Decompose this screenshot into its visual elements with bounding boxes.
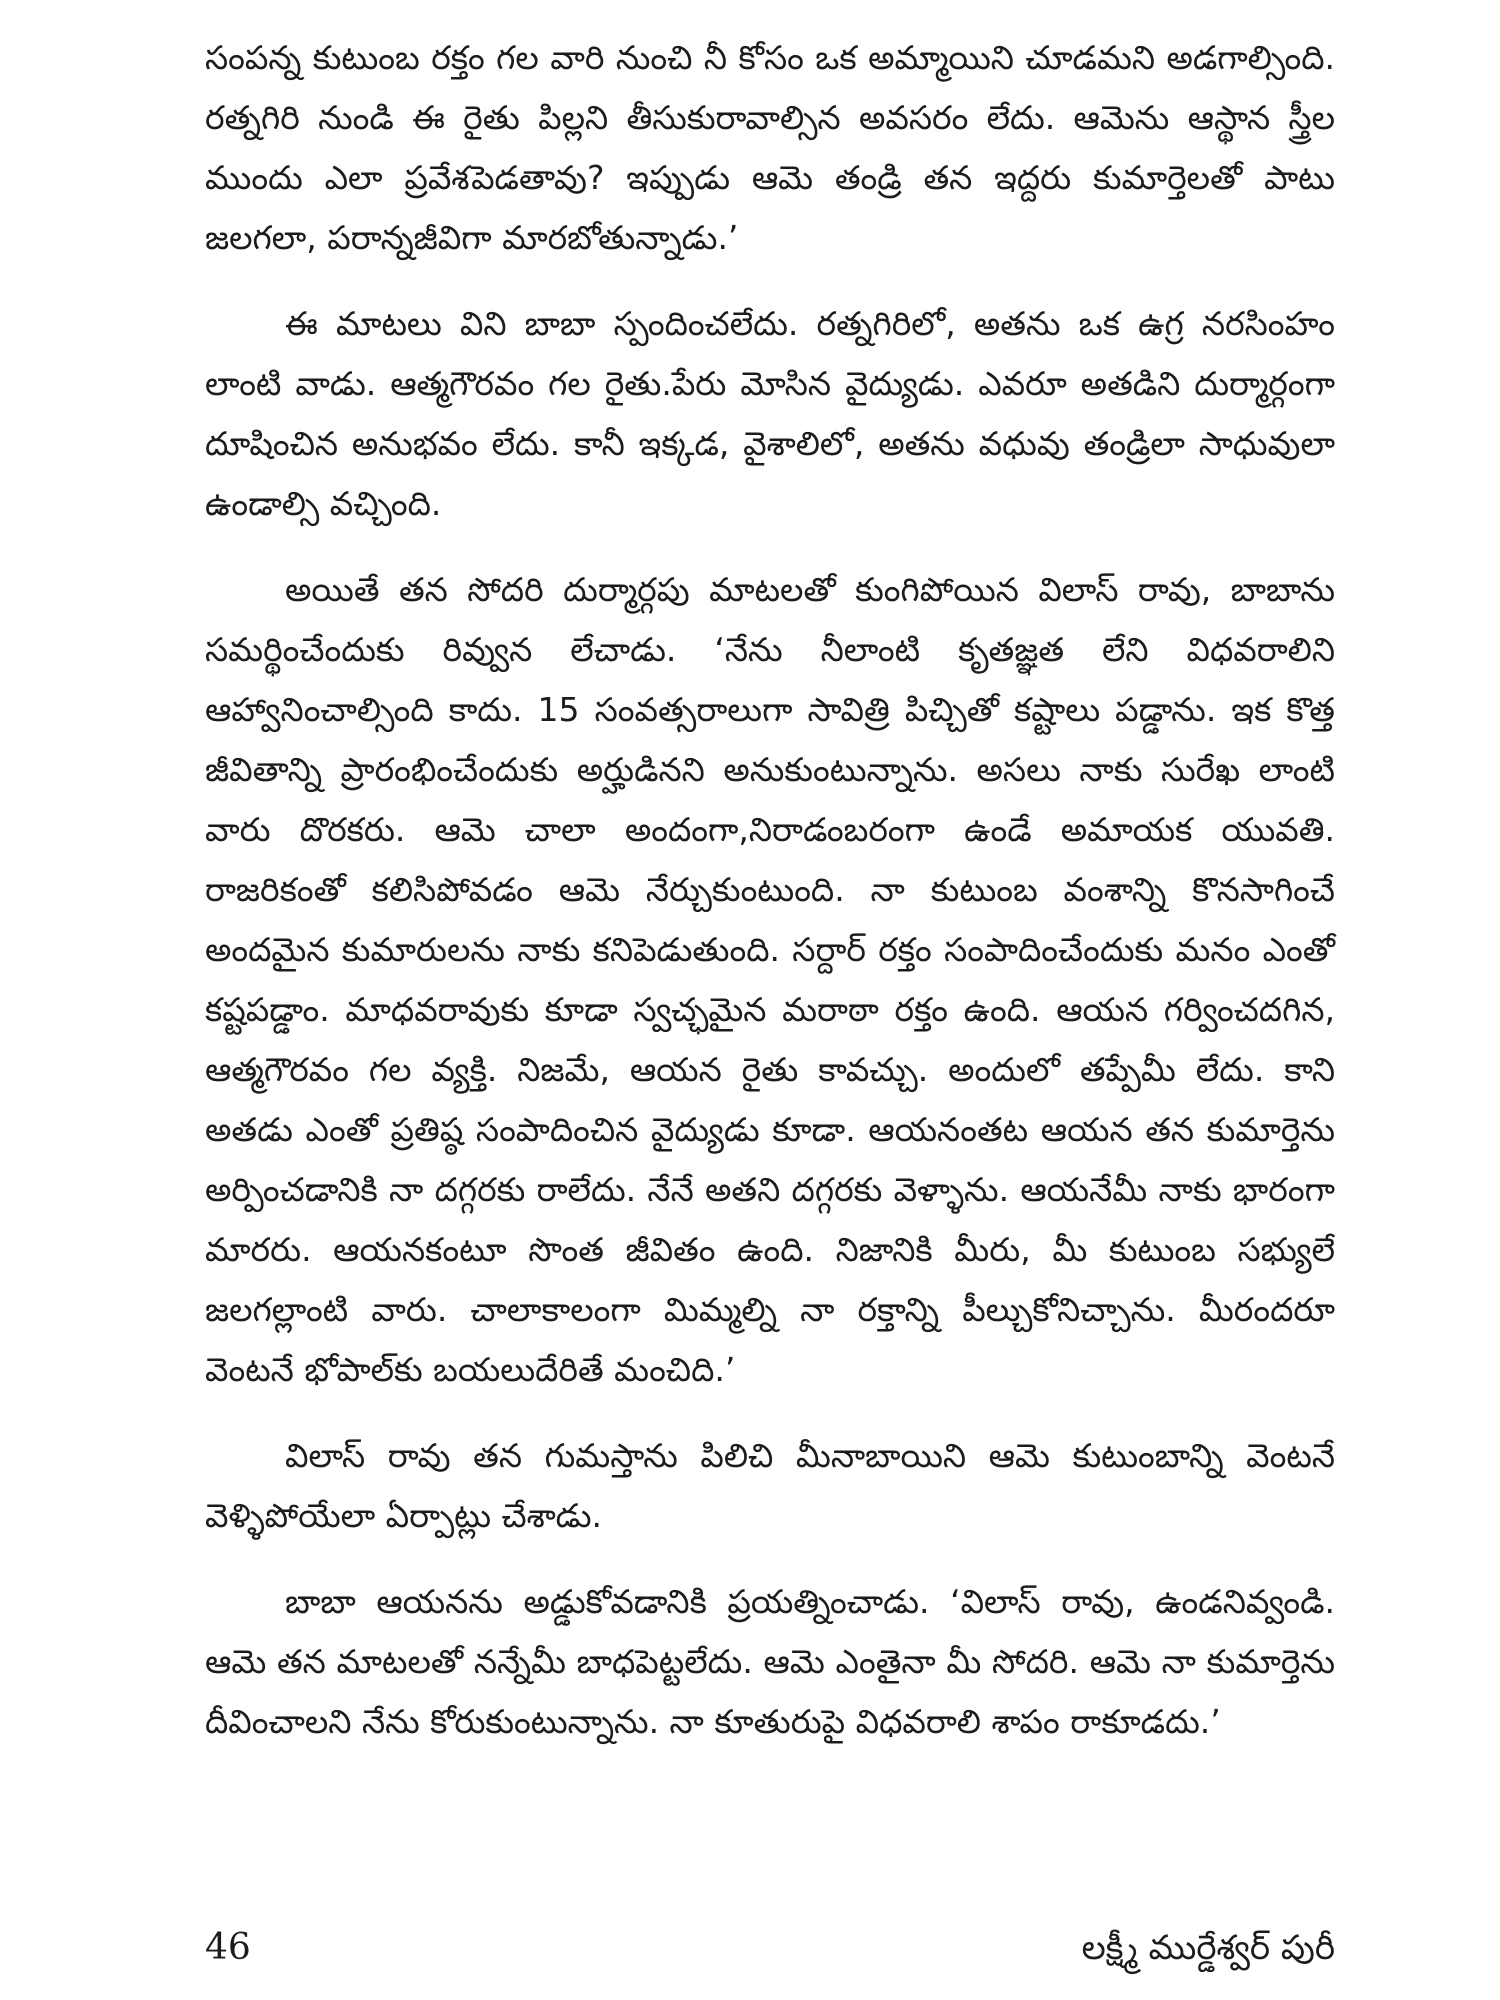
paragraph-4: విలాస్ రావు తన గుమస్తాను పిలిచి మీనాబాయిని ఆమె కుటుంబాన్ని వెంటనే వెళ్ళిపోయేలా ఏర్పాట్లు చేశాడు.	[205, 1436, 1335, 1535]
body-text	[205, 28, 1335, 1778]
paragraph-1: సంపన్న కుటుంబ రక్తం గల వారి నుంచి నీ కోసం ఒక అమ్మాయిని చూడమని అడగాల్సింది. రత్నగిరి నుండి ఈ రైతు పిల్లని తీసుకురావాల్సిన అవసరం లేదు. ఆమెను ఆస్థాన స్త్రీల ముందు ఎలా ప్రవేశపెడతావు? ఇప్పుడు ఆమె తండ్రి తన ఇద్దరు కుమార్తెలతో పాటు జలగలా, పరాన్నజీవిగా మారబోతున్నాడు.’	[205, 38, 1335, 257]
running-author: లక్ష్మీ ముర్డేశ్వర్ పురీ	[1081, 1928, 1335, 1968]
paragraph-5: బాబా ఆయనను అడ్డుకోవడానికి ప్రయత్నించాడు. ‘విలాస్ రావు, ఉండనివ్వండి. ఆమె తన మాటలతో నన్నేమీ బాధపెట్టలేదు. ఆమె ఎంతైనా మీ సోదరి. ఆమె నా కుమార్తెను దీవించాలని నేను కోరుకుంటున్నాను. నా కూతురుపై విధవరాలి శాపం రాకూడదు.’	[205, 1582, 1335, 1741]
book-page	[205, 28, 1335, 1972]
paragraph-3: అయితే తన సోదరి దుర్మార్గపు మాటలతో కుంగిపోయిన విలాస్ రావు, బాబాను సమర్థించేందుకు రివ్వున లేచాడు. ‘నేను నీలాంటి కృతజ్ఞత లేని విధవరాలిని ఆహ్వానించాల్సింది కాదు. 15 సంవత్సరాలుగా సావిత్రి పిచ్చితో కష్టాలు పడ్డాను. ఇక కొత్త జీవితాన్ని ప్రారంభించేందుకు అర్హుడినని అనుకుంటున్నాను. అసలు నాకు సురేఖ లాంటి వారు దొరకరు. ఆమె చాలా అందంగా,నిరాడంబరంగా ఉండే అమాయక యువతి. రాజరికంతో కలిసిపోవడం ఆమె నేర్చుకుంటుంది. నా కుటుంబ వంశాన్ని కొనసాగించే అందమైన కుమారులను నాకు కనిపెడుతుంది. సర్దార్ రక్తం సంపాదించేందుకు మనం ఎంతో కష్టపడ్డాం. మాధవరావుకు కూడా స్వచ్ఛమైన మరాఠా రక్తం ఉంది. ఆయన గర్వించదగిన, ఆత్మగౌరవం గల వ్యక్తి. నిజమే, ఆయన రైతు కావచ్చు. అందులో తప్పేమీ లేదు. కాని అతడు ఎంతో ప్రతిష్ఠ సంపాదించిన వైద్యుడు కూడా. ఆయనంతట ఆయన తన కుమార్తెను అర్పించడానికి నా దగ్గరకు రాలేదు. నేనే అతని దగ్గరకు వెళ్ళాను. ఆయనేమీ నాకు భారంగా మారరు. ఆయనకంటూ సొంత జీవితం ఉంది. నిజానికి మీరు, మీ కుటుంబ సభ్యులే జలగల్లాంటి వారు. చాలాకాలంగా మిమ్మల్ని నా రక్తాన్ని పీల్చుకోనిచ్చాను. మీరందరూ వెంటనే భోపాల్‌కు బయలుదేరితే మంచిది.’	[205, 570, 1335, 1389]
page-footer	[205, 1923, 1335, 1973]
page-number: 46	[205, 1927, 251, 1968]
paragraph-2: ఈ మాటలు విని బాబా స్పందించలేదు. రత్నగిరిలో, అతను ఒక ఉగ్ర నరసింహం లాంటి వాడు. ఆత్మగౌరవం గల రైతు.పేరు మోసిన వైద్యుడు. ఎవరూ అతడిని దుర్మార్గంగా దూషించిన అనుభవం లేదు. కానీ ఇక్కడ, వైశాలిలో, అతను వధువు తండ్రిలా సాధువులా ఉండాల్సి వచ్చింది.	[205, 304, 1335, 523]
